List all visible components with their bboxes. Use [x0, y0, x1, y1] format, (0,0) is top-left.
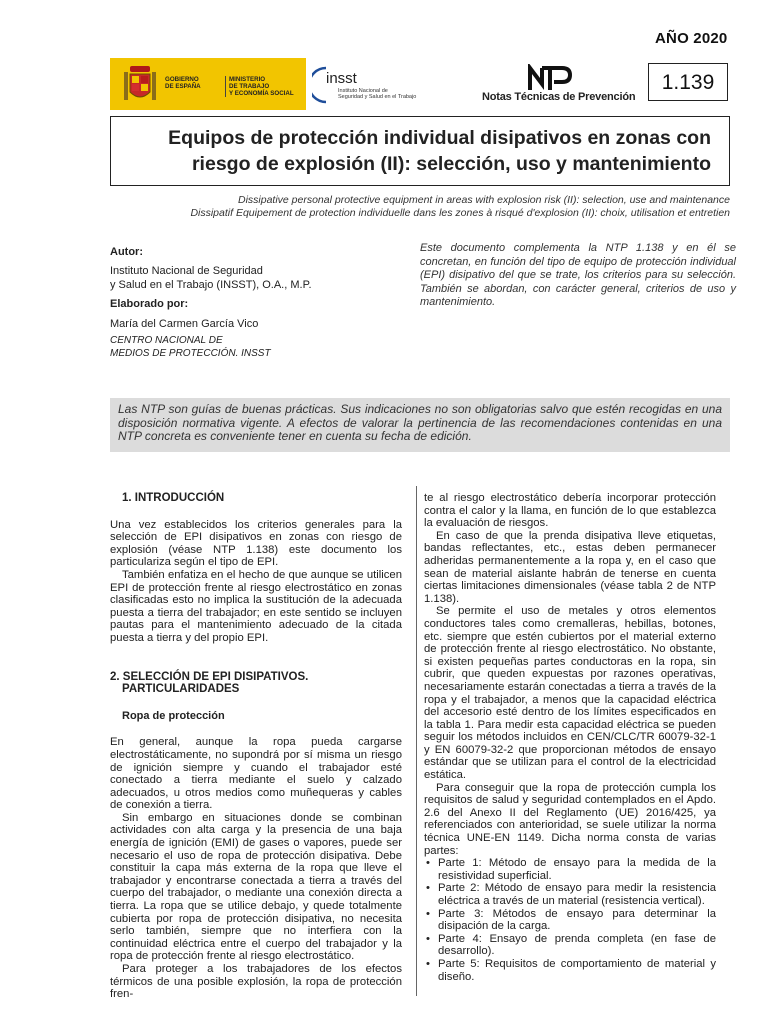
list-item: • Parte 3: Métodos de ensayo para determinar la disipación de la carga. [424, 908, 716, 933]
elaborated-label: Elaborado por: [110, 298, 189, 310]
column-divider [416, 486, 417, 996]
list-item: • Parte 5: Requisitos de comportamiento de material y diseño. [424, 958, 716, 983]
ntp-caption: Notas Técnicas de Prevención [482, 91, 636, 103]
center-line: CENTRO NACIONAL DE [110, 335, 223, 346]
government-text [165, 76, 201, 90]
paragraph: Una vez establecidos los criterios generales para la selección de EPI disipativos en zonas con riesgo de explosión (véase NTP 1.138) este documento los particulariza según el tipo de EPI. [110, 518, 402, 569]
subtitle-en: Dissipative personal protective equipment in areas with explosion risk (II): selection, use and maintenance [237, 194, 730, 206]
heading-line: PARTICULARIDADES [122, 683, 240, 696]
center-line: MEDIOS DE PROTECCIÓN. INSST [110, 348, 271, 359]
list-item: • Parte 1: Método de ensayo para la medida de la resistividad superficial. [424, 857, 716, 882]
paragraph: En general, aunque la ropa pueda cargarse electrostáticamente, no supondrá por sí misma un riesgo de ignición siempre y cuando el trabajador esté conectado a tierra mediante el suelo y calzado adecuados, u otros medios como muñequeras y cables de conexión a tierra. [110, 736, 402, 812]
insst-name: insst [326, 70, 357, 87]
title-line: riesgo de explosión (II): selección, uso y mantenimiento [191, 153, 711, 175]
left-column [110, 492, 402, 1001]
gov-line: DE ESPAÑA [165, 83, 201, 90]
document-title [111, 125, 711, 177]
author-label: Autor: [110, 246, 143, 258]
title-box [110, 116, 730, 186]
paragraph: te al riesgo electrostático debería incorporar protección contra el calor y la llama, en función de lo que establezca la evaluación de riesgos. [424, 492, 716, 530]
list-item: • Parte 2: Método de ensayo para medir la resistencia eléctrica a través de un material (resistencia vertical). [424, 882, 716, 907]
right-column [424, 492, 716, 983]
paragraph: En caso de que la prenda disipativa lleve etiquetas, bandas reflectantes, etc., estas deben permanecer adheridas permanentemente a la ropa y, en el caso que sean de material aislante habrán de tenerse en cuenta ciertas limitaciones dimensionales (véase tabla 2 de NTP 1.138). [424, 529, 716, 605]
center-name [110, 334, 271, 360]
author-line: Instituto Nacional de Seguridad [110, 265, 263, 277]
heading-line: 2. SELECCIÓN DE EPI DISIPATIVOS. [110, 670, 309, 683]
subsection-heading: Ropa de protección [122, 709, 225, 722]
elaborated-name: María del Carmen García Vico [110, 318, 259, 330]
ministry-line: Y ECONOMÍA SOCIAL [229, 90, 294, 97]
ntp-logo-icon [528, 64, 572, 92]
section-heading-2 [110, 671, 402, 696]
insst-subtitle [338, 88, 416, 100]
title-line: Equipos de protección individual disipativos en zonas con [168, 127, 711, 149]
abstract: Este documento complementa la NTP 1.138 y en él se concretan, en función del tipo de equipo de protección individual (EPI) disipativo del que se trate, los criterios para su selección. También se abordan, con carácter general, criterios de uso y mantenimiento. [420, 242, 736, 308]
standard-parts-list [424, 857, 716, 983]
year-label: AÑO 2020 [655, 30, 728, 47]
list-item: • Parte 4: Ensayo de prenda completa (en fase de desarrollo). [424, 933, 716, 958]
insst-sub-line: Seguridad y Salud en el Trabajo [338, 94, 417, 100]
author-line: y Salud en el Trabajo (INSST), O.A., M.P. [110, 279, 312, 291]
paragraph: Sin embargo en situaciones donde se combinan actividades con alta carga y la presencia de una baja energía de ignición (EMI) de gases o vapores, puede ser necesario el uso de ropa de protección disipativa. Debe constituir la capa más externa de la ropa que lleve el trabajador y encontrarse conectada a tierra a través del cuerpo del trabajador, o mediante una conexión directa a tierra. La ropa que se utilice debajo, y quede totalmente cubierta por ropa de protección disipativa, no necesita serlo también, siempre que no interfiera con la continuidad eléctrica entre el cuerpo del trabajador y la ropa de protección frente al riesgo electrostático. [110, 811, 402, 963]
section-heading-1: 1. INTRODUCCIÓN [122, 492, 225, 504]
author-name [110, 264, 312, 292]
notice-box: Las NTP son guías de buenas prácticas. Sus indicaciones no son obligatorias salvo que estén recogidas en una disposición normativa vigente. A efectos de valorar la pertinencia de las recomendaciones contenidas en una NTP concreta es conveniente tener en cuenta su fecha de edición. [110, 398, 730, 452]
ministry-text [225, 76, 294, 97]
paragraph: Se permite el uso de metales y otros elementos conductores tales como cremalleras, hebillas, botones, etc. siempre que estén cubiertos por el material externo de protección frente al riesgo electrostático. No obstante, si existen pequeñas partes conductoras en la ropa, sin cubrir, que queden expuestas por razones operativas, necesariamente estarán conectadas a tierra a través de la ropa y el trabajador, a menos que la capacidad eléctrica del accesorio esté dentro de los límites especificados en la tabla 1. Para medir esta capacidad eléctrica se pueden seguir los métodos incluidos en CEN/CLC/TR 60079-32-1 y EN 60079-32-2 que proporcionan métodos de ensayo estándar que se utilizan para el control de la electricidad estática. [424, 605, 716, 782]
gov-line: GOBIERNO [165, 76, 199, 83]
paragraph: Para proteger a los trabajadores de los efectos térmicos de una posible explosión, la ropa de protección fren- [110, 963, 402, 1001]
paragraph: También enfatiza en el hecho de que aunque se utilicen EPI de protección frente al riesgo electrostático en zonas clasificadas esto no implica la sustitución de la adecuada puesta a tierra del trabajador; en este sentido se incluyen pautas para el mantenimiento adecuado de la citada puesta a tierra y del propio EPI. [110, 568, 402, 644]
coat-of-arms-icon [120, 64, 160, 106]
paragraph: Para conseguir que la ropa de protección cumpla los requisitos de salud y seguridad contemplados en el Apdo. 2.6 del Anexo II del Reglamento (UE) 2016/425, ya referenciados con anterioridad, se suele utilizar la norma técnica UNE-EN 1149. Dicha norma consta de varias partes: [424, 781, 716, 857]
insst-sub-line: Instituto Nacional de [338, 88, 388, 94]
translated-titles [90, 194, 730, 219]
ministry-line: MINISTERIO [229, 76, 266, 83]
ntp-number: 1.139 [648, 63, 728, 101]
ministry-line: DE TRABAJO [229, 83, 270, 90]
subtitle-fr: Dissipatif Equipement de protection individuelle dans les zones à risqué d'explosion (II): choix, utilisation et entretien [190, 206, 730, 219]
